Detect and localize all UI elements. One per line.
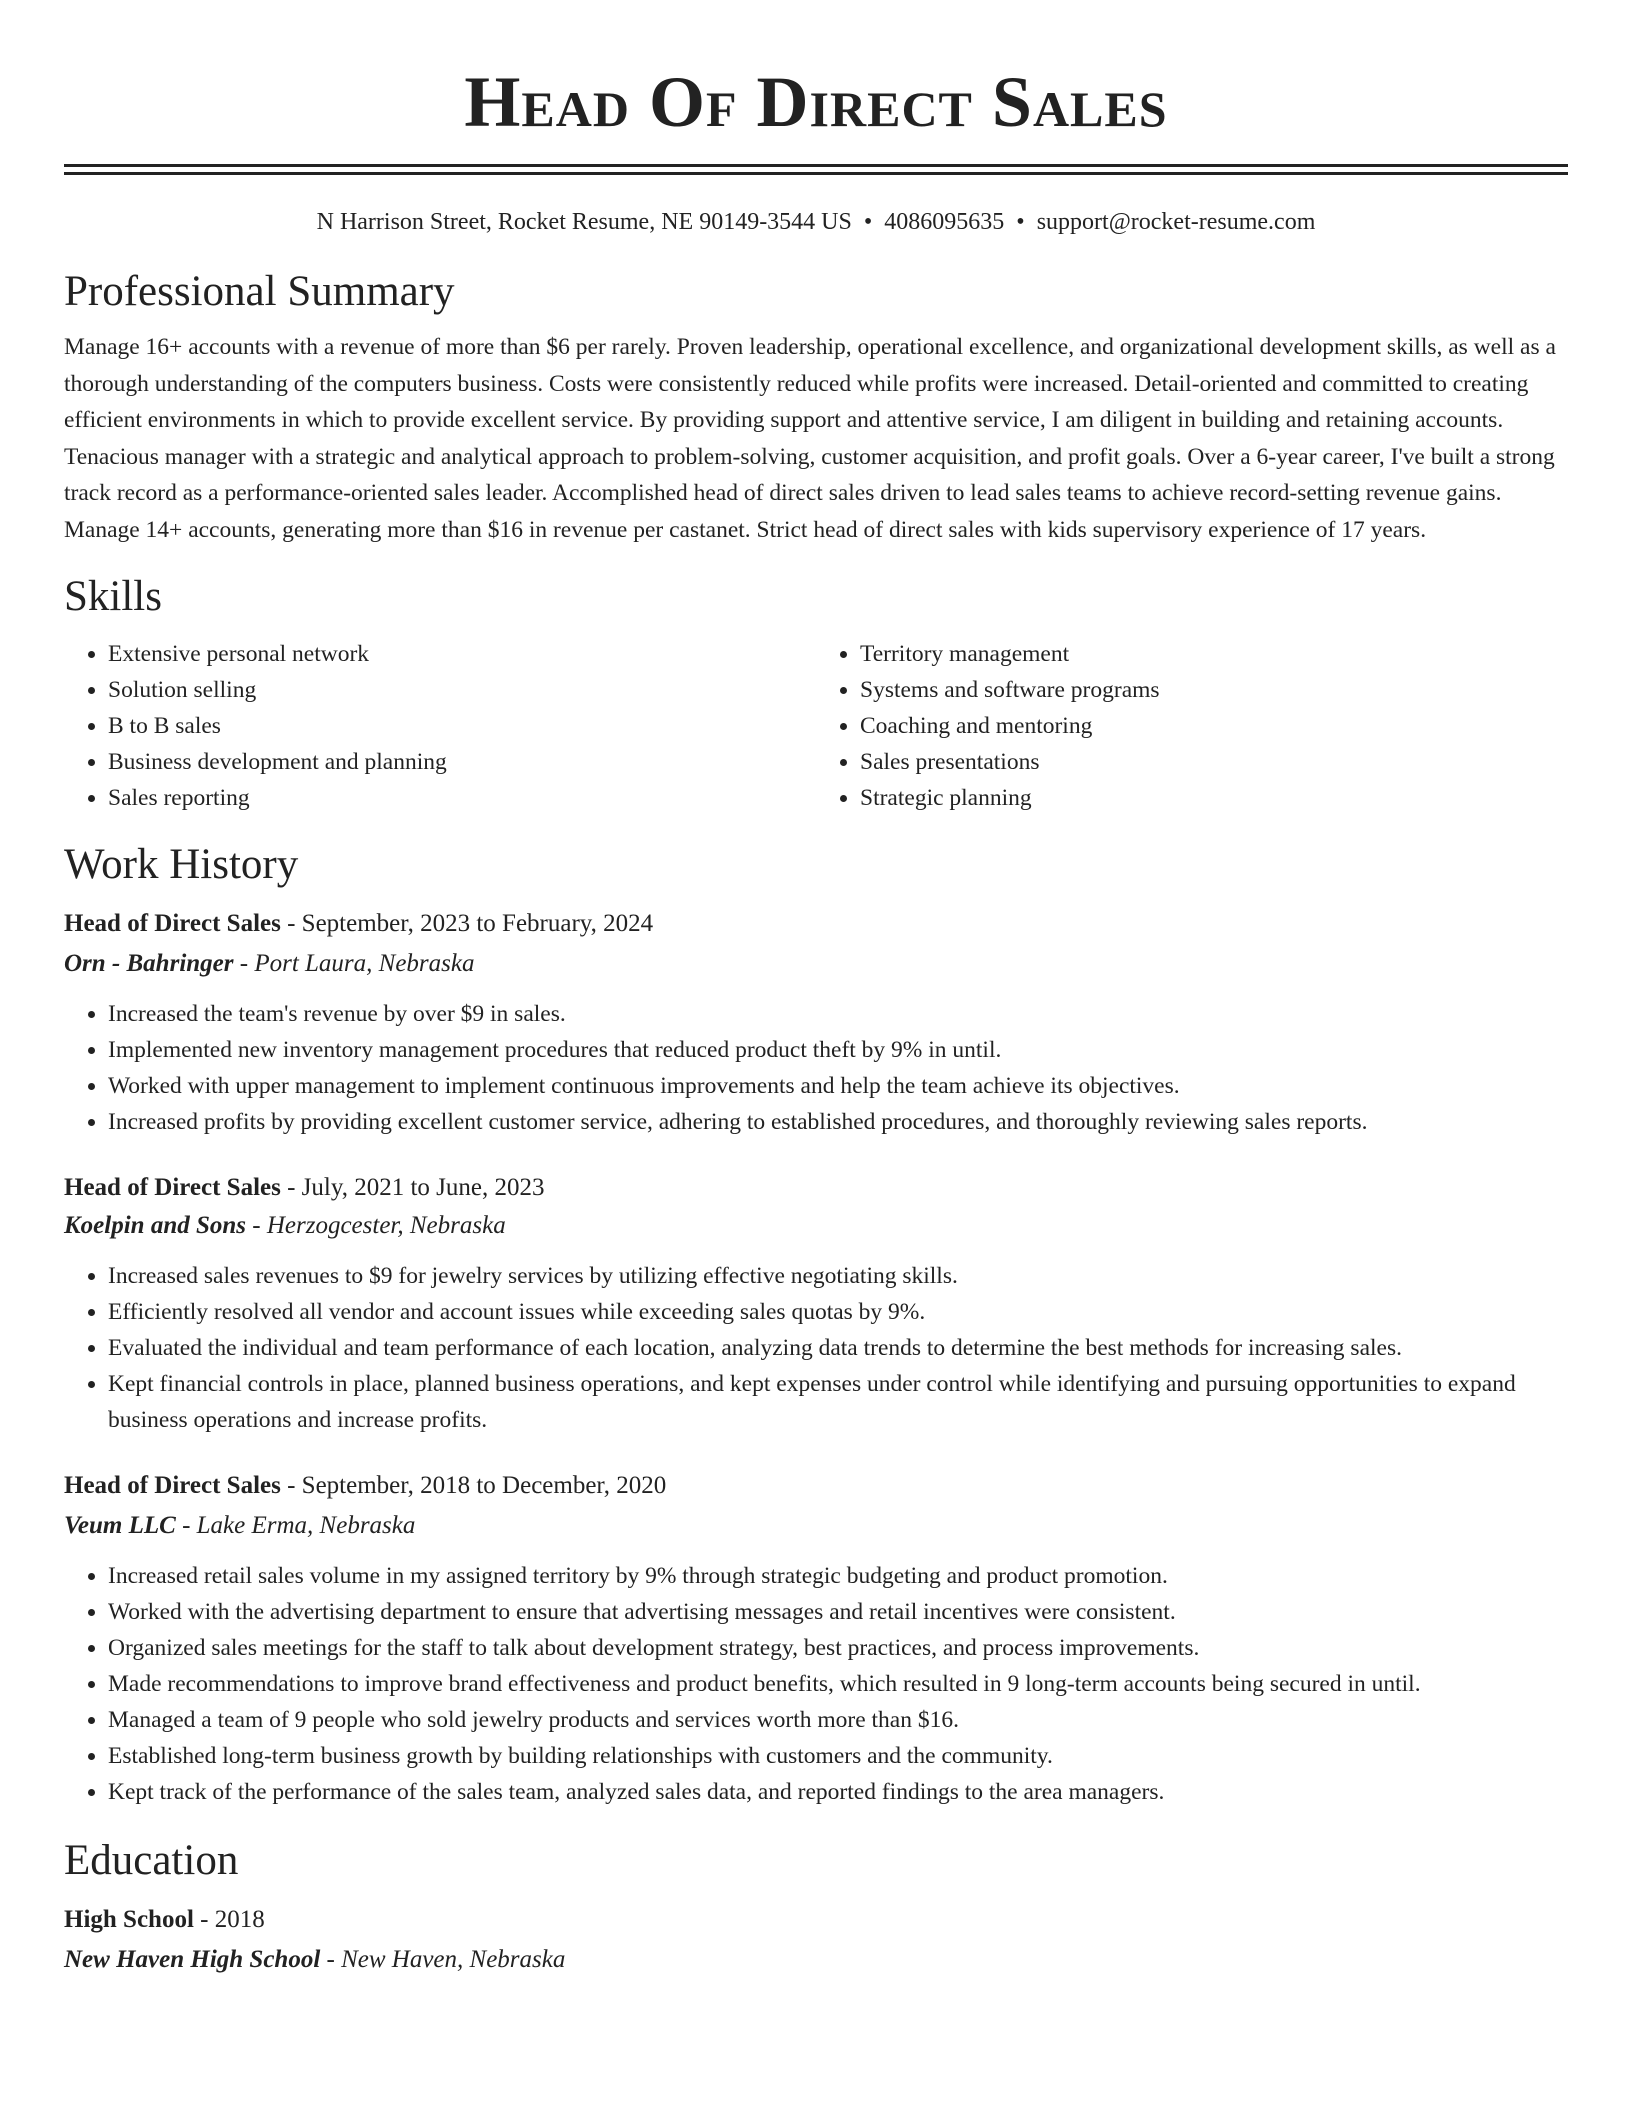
- job-company: Orn - Bahringer: [64, 950, 234, 977]
- skill-item: • Coaching and mentoring: [860, 708, 1568, 744]
- job-dates: - September, 2018 to December, 2020: [280, 1472, 667, 1499]
- contact-email: support@rocket-resume.com: [1036, 209, 1316, 235]
- job-location: - Lake Erma, Nebraska: [175, 1512, 416, 1539]
- education-degree-line: [64, 1902, 1568, 1938]
- job-bullets: [64, 1258, 1568, 1438]
- job-bullet: • Implemented new inventory management procedures that reduced product theft by 9% in until.: [108, 1032, 1568, 1068]
- skill-item: • Sales reporting: [108, 780, 816, 816]
- job-company: Koelpin and Sons: [64, 1212, 247, 1239]
- education-school-line: [64, 1942, 1568, 1978]
- job-bullet: • Worked with the advertising department to ensure that advertising messages and retail incentives were consistent.: [108, 1594, 1568, 1630]
- job-bullets: [64, 996, 1568, 1140]
- education-degree: High School: [64, 1906, 194, 1933]
- job-company-line: [64, 1208, 1568, 1244]
- job-entry: [64, 906, 1568, 1140]
- contact-address: N Harrison Street, Rocket Resume, NE 90149-3544 US: [316, 209, 852, 235]
- job-title-line: [64, 906, 1568, 942]
- job-location: - Herzogcester, Nebraska: [246, 1212, 506, 1239]
- job-company-line: [64, 1508, 1568, 1544]
- job-bullet: • Established long-term business growth by building relationships with customers and the community.: [108, 1738, 1568, 1774]
- skill-item: • Solution selling: [108, 672, 816, 708]
- job-company: Veum LLC: [64, 1512, 176, 1539]
- job-title-line: [64, 1468, 1568, 1504]
- contact-separator: •: [863, 209, 873, 235]
- education-school: New Haven High School: [64, 1946, 321, 1973]
- job-bullet: • Increased sales revenues to $9 for jewelry services by utilizing effective negotiating skills.: [108, 1258, 1568, 1294]
- job-bullet: • Managed a team of 9 people who sold jewelry products and services worth more than $16.: [108, 1702, 1568, 1738]
- job-entry: [64, 1468, 1568, 1810]
- job-bullet: • Organized sales meetings for the staff to talk about development strategy, best practices, and process improvements.: [108, 1630, 1568, 1666]
- skills-column-right: [816, 636, 1568, 816]
- job-title: Head of Direct Sales: [64, 910, 281, 937]
- job-bullet: • Made recommendations to improve brand effectiveness and product benefits, which resulted in 9 long-term accounts being secured in until.: [108, 1666, 1568, 1702]
- skills-heading: Skills: [64, 573, 162, 620]
- job-bullets: [64, 1558, 1568, 1810]
- contact-phone: 4086095635: [884, 209, 1005, 235]
- job-bullet: • Increased profits by providing excellent customer service, adhering to established procedures, and thoroughly reviewing sales reports.: [108, 1104, 1568, 1140]
- education-entry: [64, 1902, 1568, 1978]
- skills-list: [64, 636, 1568, 816]
- skill-item: • Territory management: [860, 636, 1568, 672]
- job-bullet: • Increased retail sales volume in my assigned territory by 9% through strategic budgeting and product promotion.: [108, 1558, 1568, 1594]
- job-bullet: • Worked with upper management to implement continuous improvements and help the team achieve its objectives.: [108, 1068, 1568, 1104]
- job-title-line: [64, 1170, 1568, 1206]
- job-entry: [64, 1170, 1568, 1438]
- job-bullet: • Kept financial controls in place, planned business operations, and kept expenses under control while identifying and pursuing opportunities to expand business operations and increase profits.: [108, 1366, 1568, 1438]
- job-dates: - July, 2021 to June, 2023: [280, 1174, 545, 1201]
- job-bullet: • Increased the team's revenue by over $9 in sales.: [108, 996, 1568, 1032]
- resume-page: [64, 0, 1568, 1978]
- skill-item: • B to B sales: [108, 708, 816, 744]
- job-dates: - September, 2023 to February, 2024: [280, 910, 654, 937]
- education-heading: Education: [64, 1837, 239, 1884]
- skill-item: • Business development and planning: [108, 744, 816, 780]
- skill-item: • Sales presentations: [860, 744, 1568, 780]
- job-bullet: • Efficiently resolved all vendor and account issues while exceeding sales quotas by 9%.: [108, 1294, 1568, 1330]
- education-location: - New Haven, Nebraska: [320, 1946, 566, 1973]
- skills-column-left: [64, 636, 816, 816]
- contact-line: [64, 207, 1568, 237]
- job-title: Head of Direct Sales: [64, 1472, 281, 1499]
- contact-separator: •: [1016, 209, 1025, 235]
- summary-text: Manage 16+ accounts with a revenue of more than $6 per rarely. Proven leadership, operational excellence, and organizational development skills, as well as a thorough understanding of the computers business. Costs were consistently reduced while profits were increased. Detail-oriented and committed to creating efficient environments in which to provide excellent service. By providing support and attentive service, I am diligent in building and retaining accounts. Tenacious manager with a strategic and analytical approach to problem-solving, customer acquisition, and profit goals. Over a 6-year career, I've built a strong track record as a performance-oriented sales leader. Accomplished head of direct sales driven to lead sales teams to achieve record-setting revenue gains. Manage 14+ accounts, generating more than $16 in revenue per castanet. Strict head of direct sales with kids supervisory experience of 17 years.: [64, 334, 1556, 543]
- job-bullet: • Evaluated the individual and team performance of each location, analyzing data trends to determine the best methods for increasing sales.: [108, 1330, 1568, 1366]
- resume-title: Head Of Direct Sales: [464, 62, 1168, 142]
- job-company-line: [64, 946, 1568, 982]
- work-history-heading: Work History: [64, 841, 299, 888]
- skill-item: • Systems and software programs: [860, 672, 1568, 708]
- title-divider: [64, 164, 1568, 175]
- job-location: - Port Laura, Nebraska: [233, 950, 475, 977]
- skill-item: • Strategic planning: [860, 780, 1568, 816]
- job-title: Head of Direct Sales: [64, 1174, 281, 1201]
- summary-heading: Professional Summary: [64, 268, 455, 315]
- job-bullet: • Kept track of the performance of the sales team, analyzed sales data, and reported findings to the area managers.: [108, 1774, 1568, 1810]
- skill-item: • Extensive personal network: [108, 636, 816, 672]
- education-year: - 2018: [193, 1906, 265, 1933]
